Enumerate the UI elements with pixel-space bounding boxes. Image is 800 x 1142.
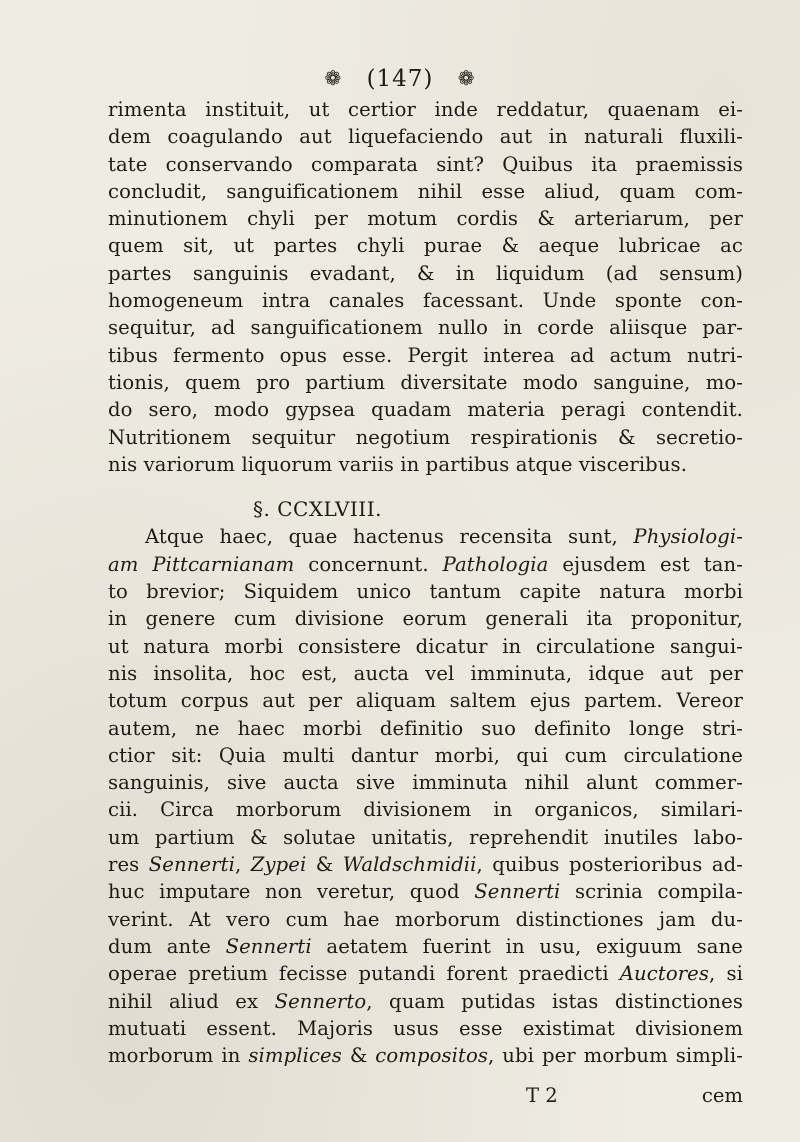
text-line: am Pittcarnianam concernunt. Pathologia ejusdem est tan- <box>108 552 743 576</box>
text-line: in genere cum divisione eorum generali ita proponitur, <box>108 607 743 631</box>
text-line: to brevior; Siquidem unico tantum capite natura morbi <box>108 580 743 604</box>
text-line: operae pretium fecisse putandi forent praedicti Auctores, si <box>108 962 743 986</box>
text-line: dum ante Sennerti aetatem fuerint in usu, exiguum sane <box>108 934 743 958</box>
text-line: ctior sit: Quia multi dantur morbi, qui cum circulatione <box>108 743 743 767</box>
text-line: minutionem chyli per motum cordis & arteriarum, per <box>108 207 743 231</box>
text-line: sanguinis, sive aucta sive imminuta nihil alunt commer- <box>108 771 743 795</box>
ornament-right-icon: ❁ <box>457 66 476 90</box>
text-line: rimenta instituit, ut certior inde reddatur, quaenam ei- <box>108 98 743 121</box>
italic-term: am Pittcarnianam <box>108 552 295 576</box>
text-line: totum corpus aut per aliquam saltem ejus partem. Vereor <box>108 689 743 713</box>
text-line: mutuati essent. Majoris usus esse existimat divisionem <box>108 1016 743 1040</box>
text-line: quem sit, ut partes chyli purae & aeque lubricae ac <box>108 234 743 258</box>
page-number: (147) <box>366 66 434 92</box>
text-line: nihil aliud ex Sennerto, quam putidas istas distinctiones <box>108 989 743 1013</box>
text-line: verint. At vero cum hae morborum distinctiones jam du- <box>108 907 743 931</box>
text-line: do sero, modo gypsea quadam materia peragi contendit. <box>108 398 743 422</box>
catchword: cem <box>701 1084 743 1107</box>
italic-term: compositos <box>375 1044 489 1068</box>
ornament-left-icon: ❁ <box>324 66 343 90</box>
text-line: nis variorum liquorum variis in partibus atque visceribus. <box>108 452 688 476</box>
signature-mark: T 2 <box>526 1084 558 1107</box>
text-line: dem coagulando aut liquefaciendo aut in naturali fluxili- <box>108 125 743 149</box>
italic-term: Physiologi- <box>633 525 743 549</box>
text-line: tate conservando comparata sint? Quibus ita praemissis <box>108 152 743 176</box>
text-line: concludit, sanguificationem nihil esse aliud, quam com- <box>108 179 743 203</box>
paragraph-2 <box>108 523 743 1069</box>
italic-term: simplices <box>248 1044 342 1068</box>
section-heading: §. CCXLVIII. <box>253 497 382 522</box>
page-header <box>0 66 800 92</box>
italic-term: Waldschmidii <box>342 853 477 877</box>
italic-term: Sennerti <box>474 880 561 904</box>
text-line: partes sanguinis evadant, & in liquidum (ad sensum) <box>108 261 743 285</box>
text-line: autem, ne haec morbi definitio suo definito longe stri- <box>108 716 743 740</box>
text-line: cii. Circa morborum divisionem in organicos, similari- <box>108 798 743 822</box>
text-line: um partium & solutae unitatis, reprehendit inutiles labo- <box>108 825 743 849</box>
text-body <box>108 96 743 1069</box>
text-line: ut natura morbi consistere dicatur in circulatione sangui- <box>108 634 743 658</box>
text-line: Nutritionem sequitur negotium respirationis & secretio- <box>108 425 743 449</box>
italic-term: Sennerti <box>225 934 312 958</box>
text-line: morborum in simplices & compositos, ubi per morbum simpli- <box>108 1044 743 1068</box>
paragraph-1 <box>108 96 743 478</box>
text-line: tionis, quem pro partium diversitate modo sanguine, mo- <box>108 370 743 394</box>
italic-term: Auctores <box>619 962 710 986</box>
text-line: homogeneum intra canales facessant. Unde sponte con- <box>108 289 743 313</box>
italic-term: Pathologia <box>442 552 549 576</box>
text-line: huc imputare non veretur, quod Sennerti scrinia compila- <box>108 880 743 904</box>
text-line: nis insolita, hoc est, aucta vel imminuta, idque aut per <box>108 661 743 685</box>
italic-term: Sennerto <box>274 989 367 1013</box>
italic-term: Sennerti <box>148 853 235 877</box>
text-line: res Sennerti, Zypei & Waldschmidii, quibus posterioribus ad- <box>108 853 743 877</box>
italic-term: Zypei <box>250 853 307 877</box>
text-line: Atque haec, quae hactenus recensita sunt, Physiologi- <box>145 525 743 549</box>
text-line: tibus fermento opus esse. Pergit interea ad actum nutri- <box>108 343 743 367</box>
text-line: sequitur, ad sanguificationem nullo in corde aliisque par- <box>108 316 743 340</box>
